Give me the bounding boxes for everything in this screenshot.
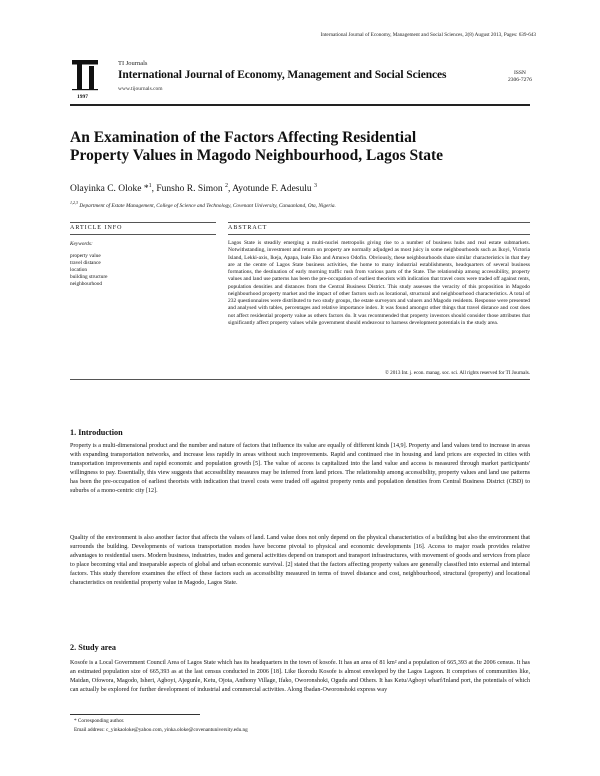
footnote-rule: [70, 714, 200, 715]
journal-title: International Journal of Economy, Management and Social Sciences: [118, 69, 447, 81]
abstract-end-rule: [70, 379, 530, 380]
logo-year: 1997: [77, 94, 88, 100]
issn-number: 2306-7276: [508, 77, 532, 83]
email-address[interactable]: Email address: c_yinkaoloke@yahoo.com, yinka.oloke@covenantuniversity.edu.ng: [74, 727, 248, 733]
keyword-item: neighbourhood: [70, 281, 103, 287]
introduction-paragraph: Property is a multi-dimensional product and the number and nature of factors that influence its value are equally of different kinds [14,9]. Property and land values tend to increase in areas with expanding transportation networks, and increase less rapidly in areas without such improvements. Rapid and continued rise in housing and land prices are expected in cities with transportation improvements and rapid economic and population growth [5]. The value of access is capitalized into the land value and access is measured through market participants' willingness to pay. Essentially, this view suggests that accessibility measures may be inferred from land prices. The relationship among accessibility, property values and land use patterns has been the pre-occupation of earliest theorists with indication that travel costs were traded off against property rents and population densities from Central Business District (CBD) to suburbs of a mono-centric city [12].: [70, 443, 530, 494]
introduction-paragraph: Quality of the environment is also another factor that affects the values of land. Land value does not only depend on the physical characteristics of a building but also the environment that surrounds the building. Developments of various transportation modes have become pivotal to physical and economic developments [16]. Access to major roads provides relative advantages to residential users. Modern business, industries, trades and general activities depend on transport and transport infrastructures, with movement of goods and services from place to place becoming vital and inseparable aspects of global and urban economic survival. [2] stated that the factors affecting property values are generally classified into external and internal factors. This study therefore examines the effect of these factors such as accessibility measured in terms of travel distance and cost, neighbourhood, structural (property) and locational characteristics on residential property value in Magodo, Lagos State.: [70, 535, 530, 586]
keyword-item: property value: [70, 253, 101, 259]
article-info-top-rule: [70, 222, 216, 223]
corresponding-author-note: * Corresponding author.: [74, 718, 125, 724]
study-area-paragraph: Kosofe is a Local Government Council Area of Lagos State which has its headquarters in the town of kosofe. It has an area of 81 km² and a population of 665,393 at the 2006 census. It has an estimated population size of 665,393 as at the last census conducted in 2006 [18]. Like Ikorodu Kosofe is almost enveloped by the Lagos Lagoon. It comprises of communities like, Maidan, Ofowora, Magodo, Isheri, Agboyi, Ajegunle, Ketu, Ojota, Anthony Village, Ifako, Oworonshoki, Ogudu and Others. It has Ketu/Agboyi wharf/Inland port, the potentials of which can actually be explored for further development of industrial and commercial activities. Along Ibadan-Oworonshoki express way: [70, 660, 530, 693]
issn-label: ISSN: [513, 70, 526, 76]
affiliation: $^{1,2,3}$ Department of Estate Management, College of Science and Technology, Covenant University, Canaanland, Ota, Nigeria.: [70, 200, 336, 209]
article-info-heading: ARTICLE INFO: [70, 225, 123, 231]
running-head: International Journal of Economy, Management and Social Sciences, 2(8) August 2013, Pages: 639-643: [320, 32, 536, 38]
journal-website[interactable]: www.tijournals.com: [118, 86, 163, 92]
paper-title: An Examination of the Factors Affecting Residential Property Values in Magodo Neighbourhood, Lagos State: [70, 129, 444, 164]
issn-block: [508, 70, 532, 84]
keywords-label: Keywords:: [70, 241, 93, 247]
authors: Olayinka C. Oloke *$^1$, Funsho R. Simon $^2$, Ayotunde F. Adesulu $^3$: [70, 183, 318, 195]
abstract-top-rule: [228, 222, 530, 223]
article-info-bottom-rule: [70, 234, 216, 235]
keyword-item: building structure: [70, 274, 108, 280]
abstract-bottom-rule: [228, 234, 530, 235]
publisher-name: TI Journals: [118, 60, 148, 67]
keyword-item: travel distance: [70, 260, 101, 266]
section-heading-introduction: 1. Introduction: [70, 428, 123, 437]
abstract-body: Lagos State is steadily emerging a multi-nuclei metropolis giving rise to a number of business hubs and real estate submarkets. Notwithstanding, investment and return on property are normally adjudged as most juicy in some neighbourhoods such as Ikoyi, Victoria Island, Lekki-axis, Ikeja, Apapa, Isale Eko and Amuwo Odofin. Obviously, these neighbourhoods share similar characteristics in that they are at the centre of Lagos State business activities, the home to many industrial establishments, headquarters of several business formations, the destination of early morning traffic rush from various parts of the State. The relationship among accessibility, property values and land use patterns has been the pre-occupation of earliest theorists with indication that travel costs were traded off against rents, population densities and distances from the Central Business District. This study assesses the veracity of this proposition in Magodo neighbourhood property market and the impact of other factors such as locational, structural and neighbourhood characteristics. A total of 232 questionnaires were distributed to two study groups, the estate surveyors and valuers and Magodo residents. Response were presented and analysed with tables, percentages and relative importance index. It was found amongst other things that travel distance and cost does not affect residential property value as others factors do. It was recommended that property investors should consider those attributes that significantly affect property values while government should endeavour to harness development potentials in the study area.: [228, 240, 530, 326]
keyword-item: location: [70, 267, 88, 273]
section-heading-study-area: 2. Study area: [70, 643, 117, 652]
copyright-notice: © 2013 Int. j. econ. manag. soc. sci. All rights reserved for TI Journals.: [385, 370, 530, 376]
abstract-heading: ABSTRACT: [228, 225, 268, 231]
masthead-rule: [70, 104, 530, 106]
